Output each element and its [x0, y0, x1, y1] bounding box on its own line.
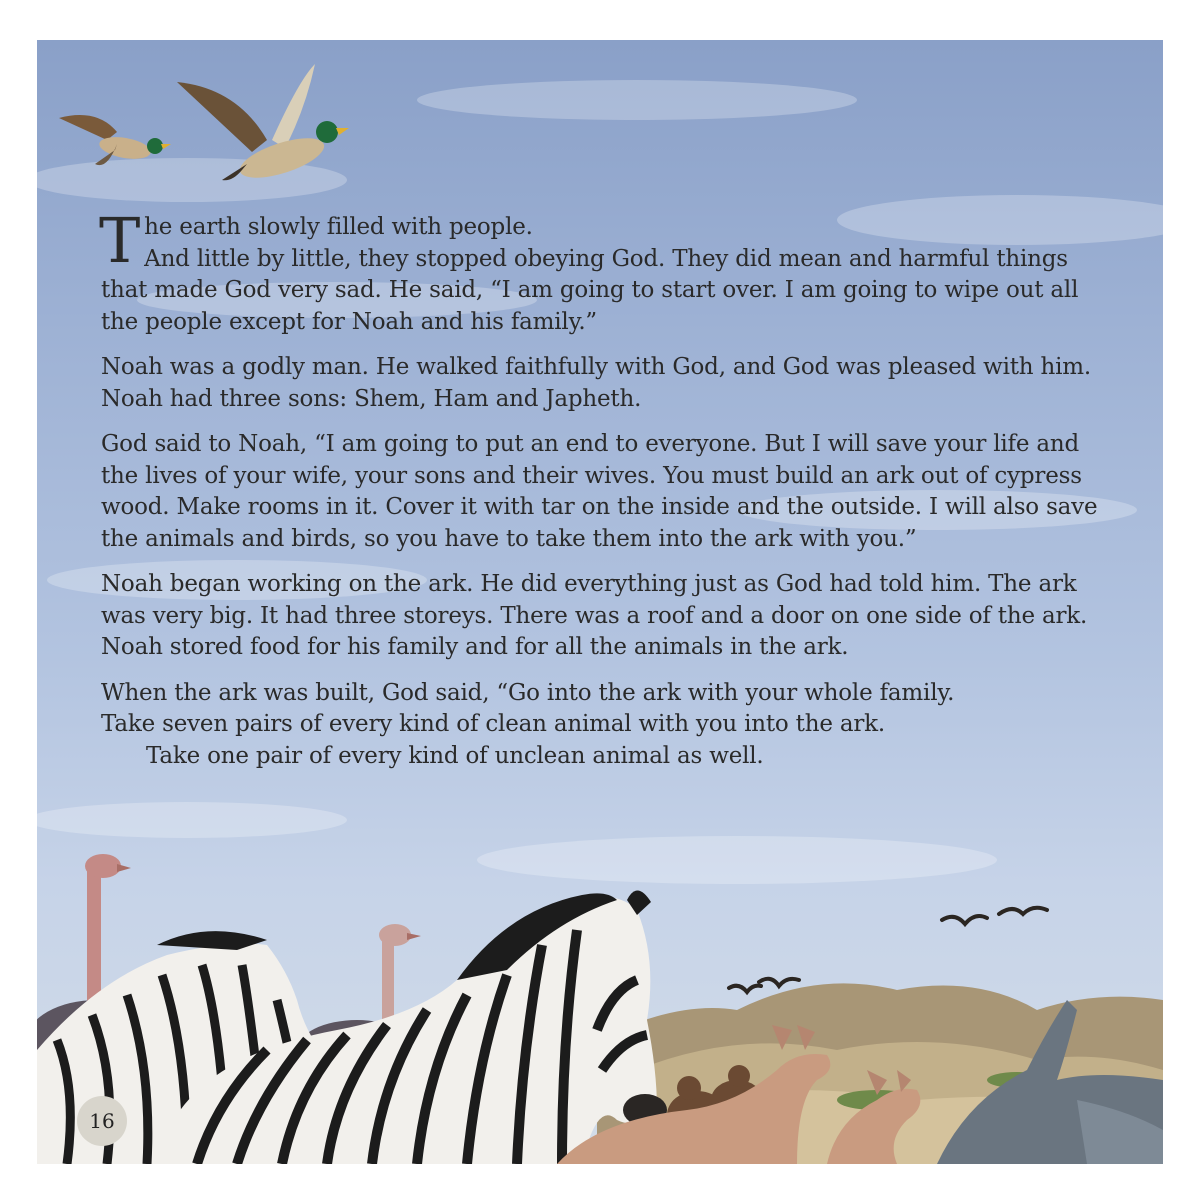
- paragraph-5: [101, 678, 1101, 773]
- paragraph-5-line-2: Take seven pairs of every kind of clean animal with you into the ark.: [101, 711, 886, 737]
- page-number: 16: [77, 1096, 127, 1146]
- paragraph-5-line-1: When the ark was built, God said, “Go into the ark with your whole family.: [101, 679, 955, 706]
- drop-cap: T: [99, 204, 141, 277]
- paragraph-4: Noah began working on the ark. He did everything just as God had told him. The ark was very big. It had three storeys. There was a roof and a door on one side of the ark. Noah stored food for his family and for all the animals in the ark.: [101, 571, 1088, 660]
- paragraph-5-line-3: Take one pair of every kind of unclean animal as well.: [146, 742, 764, 769]
- paragraph-3: God said to Noah, “I am going to put an end to everyone. But I will save your life and the lives of your wife, your sons and their wives. You must build an ark out of cypress wood. Make rooms in it. Cover it with tar on the inside and the outside. I will also save the animals and birds, so you have to take them into the ark with you.”: [101, 431, 1098, 552]
- book-page: [37, 40, 1163, 1164]
- duck-small: [59, 115, 171, 165]
- paragraph-1-line-1: he earth slowly filled with people.: [144, 214, 533, 240]
- story-text: [99, 204, 1101, 786]
- distant-birds: [729, 908, 1047, 992]
- paragraph-2: Noah was a godly man. He walked faithfully with God, and God was pleased with him. Noah had three sons: Shem, Ham and Japheth.: [101, 354, 1092, 412]
- paragraph-1-rest: And little by little, they stopped obeying God. They did mean and harmful things that made God very sad. He said, “I am going to start over. I am going to wipe out all the people except for Noah and his family.”: [101, 245, 1079, 335]
- paragraph-1: [99, 204, 1101, 338]
